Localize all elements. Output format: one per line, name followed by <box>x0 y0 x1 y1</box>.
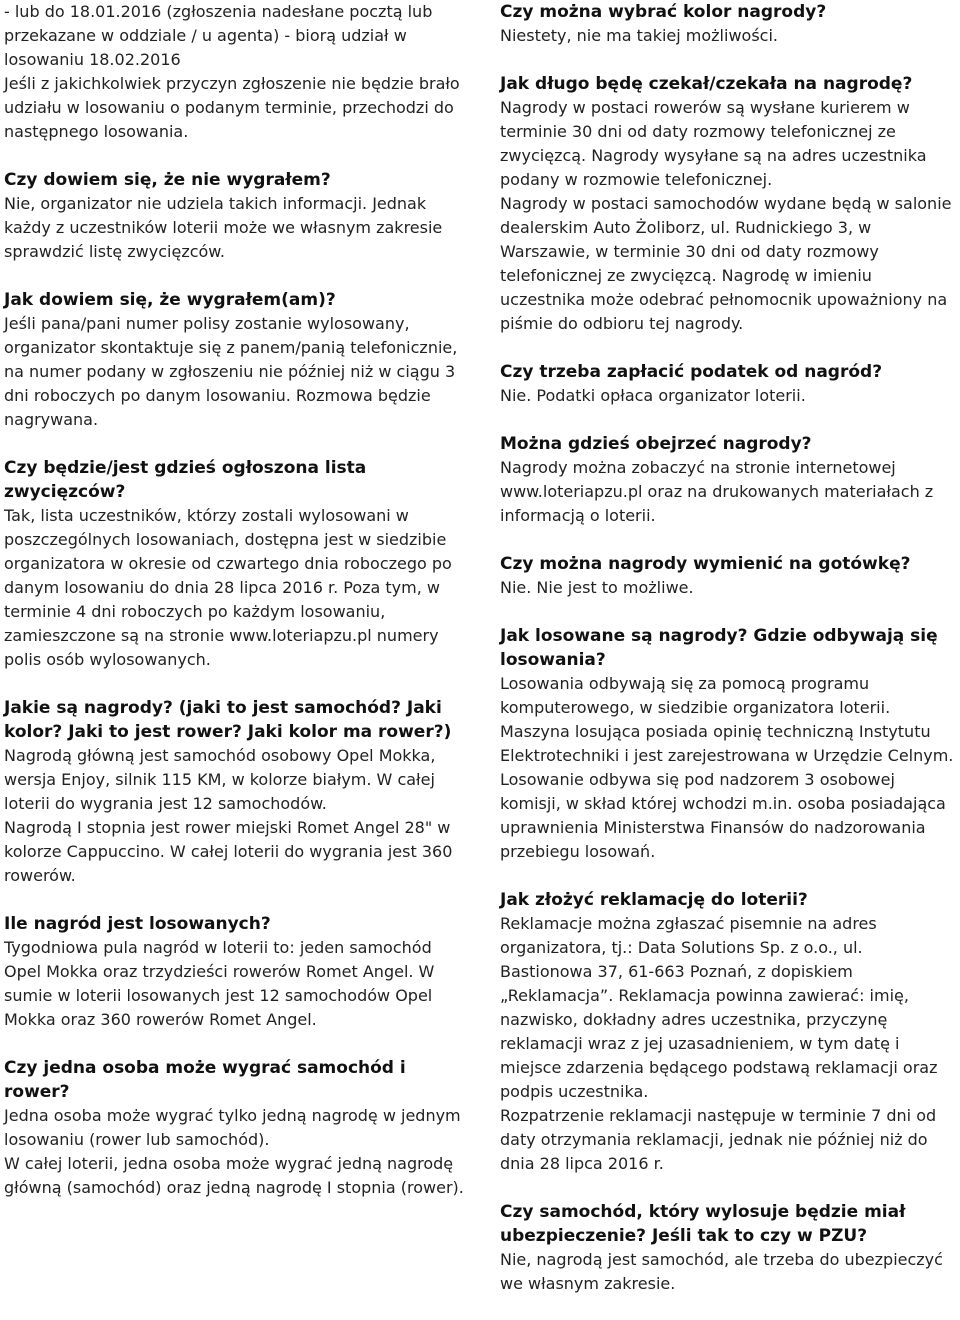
faq-item <box>500 552 958 600</box>
faq-answer: Tygodniowa pula nagród w loterii to: jeden samochód Opel Mokka oraz trzydzieści rowerów Romet Angel. W sumie w loterii losowanych jest 12 samochodów Opel Mokka oraz 360 rowerów Romet Angel. <box>4 938 435 1029</box>
faq-item <box>4 288 466 432</box>
faq-item <box>500 0 958 48</box>
faq-answer: Nie. Nie jest to możliwe. <box>500 578 694 597</box>
faq-item <box>500 888 958 1176</box>
faq-item <box>500 432 958 528</box>
faq-question: Jak losowane są nagrody? Gdzie odbywają się losowania? <box>500 626 938 670</box>
faq-item <box>4 1056 466 1200</box>
faq-answer: Reklamacje można zgłaszać pisemnie na adres organizatora, tj.: Data Solutions Sp. z o.o., ul. Bastionowa 37, 61-663 Poznań, z dopiskiem „Reklamacja”. Reklamacja powinna zawierać: imię, nazwisko, dokładny adres uczestnika, przyczynę reklamacji wraz z jej uzasadnieniem, w tym datę i miejsce zdarzenia będącego podstawą reklamacji oraz podpis uczestnika. Rozpatrzenie reklamacji następuje w terminie 7 dni od daty otrzymania reklamacji, jednak nie później niż do dnia 28 lipca 2016 r. <box>500 914 938 1173</box>
faq-question: Jak złożyć reklamację do loterii? <box>500 890 808 910</box>
faq-question: Można gdzieś obejrzeć nagrody? <box>500 434 812 454</box>
intro-section <box>4 0 466 144</box>
faq-question: Czy dowiem się, że nie wygrałem? <box>4 170 331 190</box>
faq-answer: Niestety, nie ma takiej możliwości. <box>500 26 778 45</box>
faq-item <box>4 456 466 672</box>
faq-item <box>500 1200 958 1296</box>
faq-item <box>500 360 958 408</box>
right-column <box>500 0 958 1320</box>
faq-answer: Nagrody można zobaczyć na stronie internetowej www.loteriapzu.pl oraz na drukowanych materiałach z informacją o loterii. <box>500 458 934 525</box>
faq-answer: Jeśli pana/pani numer polisy zostanie wylosowany, organizator skontaktuje się z panem/panią telefonicznie, na numer podany w zgłoszeniu nie później niż w ciągu 3 dni roboczych po danym losowaniu. Rozmowa będzie nagrywana. <box>4 314 458 429</box>
faq-question: Czy można nagrody wymienić na gotówkę? <box>500 554 911 574</box>
faq-answer: Losowania odbywają się za pomocą programu komputerowego, w siedzibie organizatora loterii. Maszyna losująca posiada opinię techniczną Instytutu Elektrotechniki i jest zarejestrowana w Urzędzie Celnym. Losowanie odbywa się pod nadzorem 3 osobowej komisji, w skład której wchodzi m.in. osoba posiadająca uprawnienia Ministerstwa Finansów do nadzorowania przebiegu losowań. <box>500 674 954 861</box>
faq-answer: Nie. Podatki opłaca organizator loterii. <box>500 386 806 405</box>
faq-item <box>500 624 958 864</box>
faq-answer: Jedna osoba może wygrać tylko jedną nagrodę w jednym losowaniu (rower lub samochód). W całej loterii, jedna osoba może wygrać jedną nagrodę główną (samochód) oraz jedną nagrodę I stopnia (rower). <box>4 1106 464 1197</box>
faq-question: Czy samochód, który wylosuje będzie miał ubezpieczenie? Jeśli tak to czy w PZU? <box>500 1202 906 1246</box>
faq-question: Jak długo będę czekał/czekała na nagrodę? <box>500 74 913 94</box>
faq-question: Jakie są nagrody? (jaki to jest samochód? Jaki kolor? Jaki to jest rower? Jaki kolor ma rower?) <box>4 698 452 742</box>
faq-answer: Nagrodą główną jest samochód osobowy Opel Mokka, wersja Enjoy, silnik 115 KM, w kolorze białym. W całej loterii do wygrania jest 12 samochodów. Nagrodą I stopnia jest rower miejski Romet Angel 28" w kolorze Cappuccino. W całej loterii do wygrania jest 360 rowerów. <box>4 746 453 885</box>
faq-answer: Nie, organizator nie udziela takich informacji. Jednak każdy z uczestników loterii może we własnym zakresie sprawdzić listę zwycięzców. <box>4 194 443 261</box>
faq-question: Czy będzie/jest gdzieś ogłoszona lista zwycięzców? <box>4 458 367 502</box>
faq-answer: Nagrody w postaci rowerów są wysłane kurierem w terminie 30 dni od daty rozmowy telefonicznej ze zwycięzcą. Nagrody wysyłane są na adres uczestnika podany w rozmowie telefonicznej. Nagrody w postaci samochodów wydane będą w salonie dealerskim Auto Żoliborz, ul. Rudnickiego 3, w Warszawie, w terminie 30 dni od daty rozmowy telefonicznej ze zwycięzcą. Nagrodę w imieniu uczestnika może odebrać pełnomocnik upoważniony na piśmie do odbioru tej nagrody. <box>500 98 952 333</box>
faq-question: Jak dowiem się, że wygrałem(am)? <box>4 290 336 310</box>
faq-item <box>4 168 466 264</box>
intro-text: - lub do 18.01.2016 (zgłoszenia nadesłane pocztą lub przekazane w oddziale / u agenta) - biorą udział w losowaniu 18.02.2016 Jeśli z jakichkolwiek przyczyn zgłoszenie nie będzie brało udziału w losowaniu o podanym terminie, przechodzi do następnego losowania. <box>4 2 460 141</box>
faq-answer: Tak, lista uczestników, którzy zostali wylosowani w poszczególnych losowaniach, dostępna jest w siedzibie organizatora w okresie od czwartego dnia roboczego po danym losowaniu do dnia 28 lipca 2016 r. Poza tym, w terminie 4 dni roboczych po każdym losowaniu, zamieszczone są na stronie www.loteriapzu.pl numery polis osób wylosowanych. <box>4 506 452 669</box>
faq-answer: Nie, nagrodą jest samochód, ale trzeba do ubezpieczyć we własnym zakresie. <box>500 1250 943 1293</box>
faq-item <box>4 912 466 1032</box>
faq-question: Ile nagród jest losowanych? <box>4 914 271 934</box>
left-column <box>4 0 466 1224</box>
faq-question: Czy jedna osoba może wygrać samochód i rower? <box>4 1058 406 1102</box>
faq-question: Czy można wybrać kolor nagrody? <box>500 2 827 22</box>
faq-item <box>500 72 958 336</box>
faq-item <box>4 696 466 888</box>
faq-question: Czy trzeba zapłacić podatek od nagród? <box>500 362 883 382</box>
